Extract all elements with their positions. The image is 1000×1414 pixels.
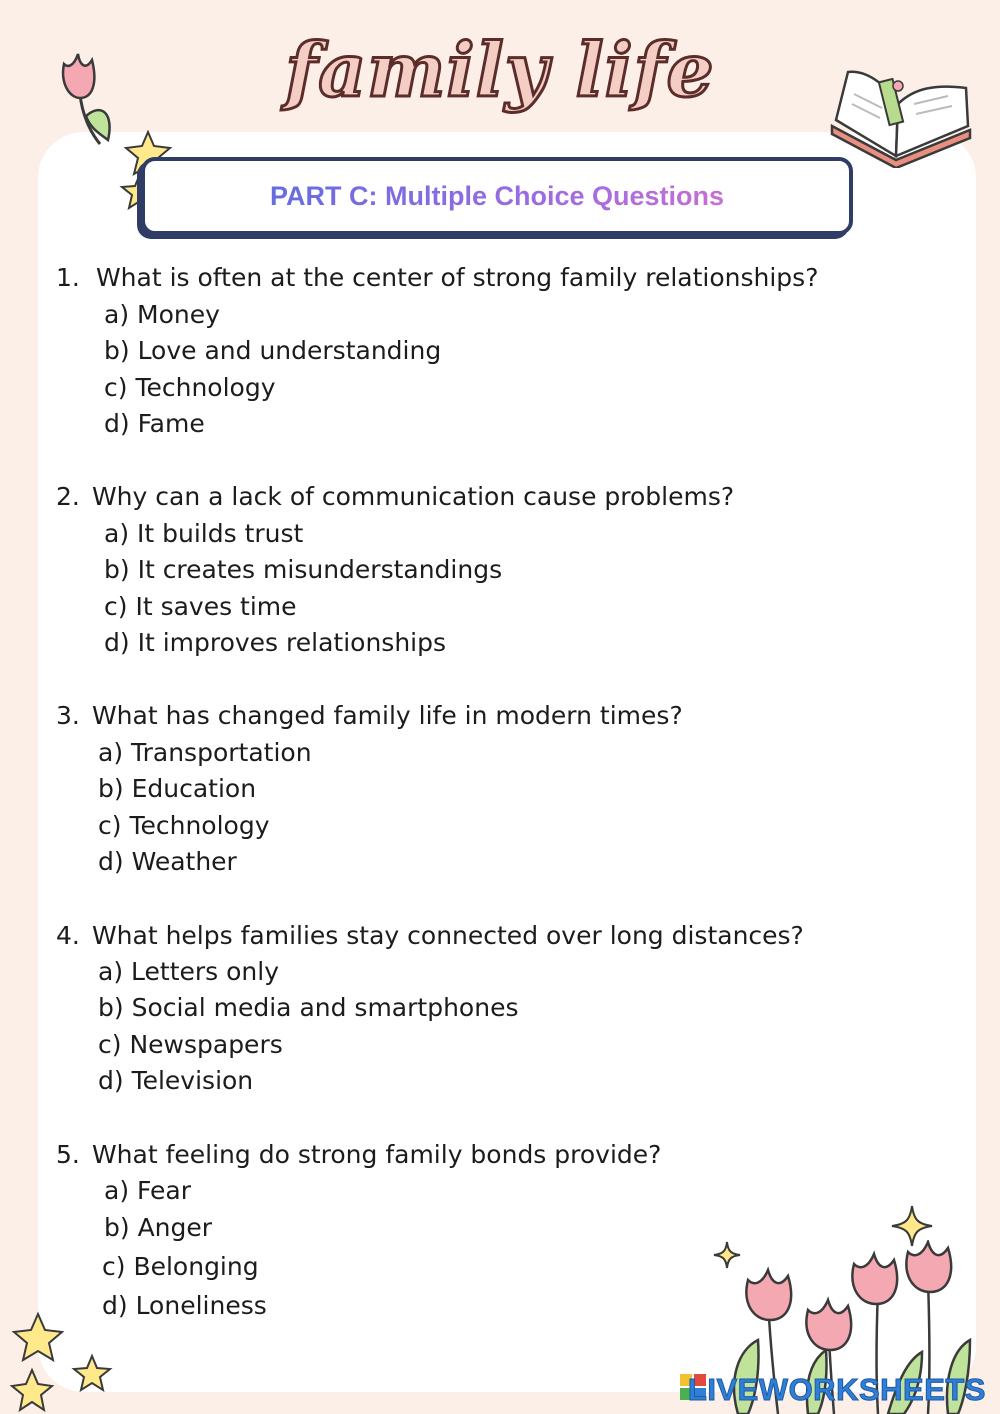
option-2b[interactable]: b) It creates misunderstandings — [104, 555, 503, 584]
question-1 — [56, 263, 818, 292]
option-5a[interactable]: a) Fear — [104, 1176, 192, 1205]
option-4b[interactable]: b) Social media and smartphones — [98, 993, 519, 1022]
option-3c[interactable]: c) Technology — [98, 811, 270, 840]
option-3b[interactable]: b) Education — [98, 774, 257, 803]
option-4d[interactable]: d) Television — [98, 1066, 254, 1095]
option-1d[interactable]: d) Fame — [104, 409, 205, 438]
question-number: 4. — [56, 921, 80, 950]
question-text: What helps families stay connected over long distances? — [91, 921, 804, 950]
question-2 — [56, 482, 734, 511]
question-text: What is often at the center of strong family relationships? — [95, 263, 819, 292]
option-4c[interactable]: c) Newspapers — [98, 1030, 283, 1059]
question-3 — [56, 701, 683, 730]
question-number: 3. — [56, 701, 80, 730]
option-5c[interactable]: c) Belonging — [102, 1252, 259, 1281]
option-2a[interactable]: a) It builds trust — [104, 519, 304, 548]
option-5b[interactable]: b) Anger — [104, 1213, 213, 1242]
option-2d[interactable]: d) It improves relationships — [104, 628, 447, 657]
question-4 — [56, 921, 804, 950]
page-title: family life — [285, 28, 715, 114]
option-3d[interactable]: d) Weather — [98, 847, 237, 876]
option-1b[interactable]: b) Love and understanding — [104, 336, 442, 365]
star-cluster-icon — [6, 1310, 116, 1414]
question-number: 1. — [56, 263, 80, 292]
question-number: 2. — [56, 482, 80, 511]
option-1a[interactable]: a) Money — [104, 300, 220, 329]
question-text: What has changed family life in modern times? — [91, 701, 683, 730]
question-text: Why can a lack of communication cause problems? — [91, 482, 735, 511]
question-number: 5. — [56, 1140, 80, 1169]
option-5d[interactable]: d) Loneliness — [102, 1291, 267, 1320]
option-2c[interactable]: c) It saves time — [104, 592, 297, 621]
option-3a[interactable]: a) Transportation — [98, 738, 312, 767]
tulip-icon — [50, 44, 120, 148]
option-1c[interactable]: c) Technology — [104, 373, 276, 402]
question-5 — [56, 1140, 661, 1169]
section-header-box — [141, 157, 853, 235]
open-book-icon — [826, 64, 976, 168]
option-4a[interactable]: a) Letters only — [98, 957, 280, 986]
liveworksheets-watermark: LIVEWORKSHEETS — [687, 1372, 986, 1407]
question-text: What feeling do strong family bonds provide? — [91, 1140, 662, 1169]
section-header-label: PART C: Multiple Choice Questions — [145, 161, 849, 231]
